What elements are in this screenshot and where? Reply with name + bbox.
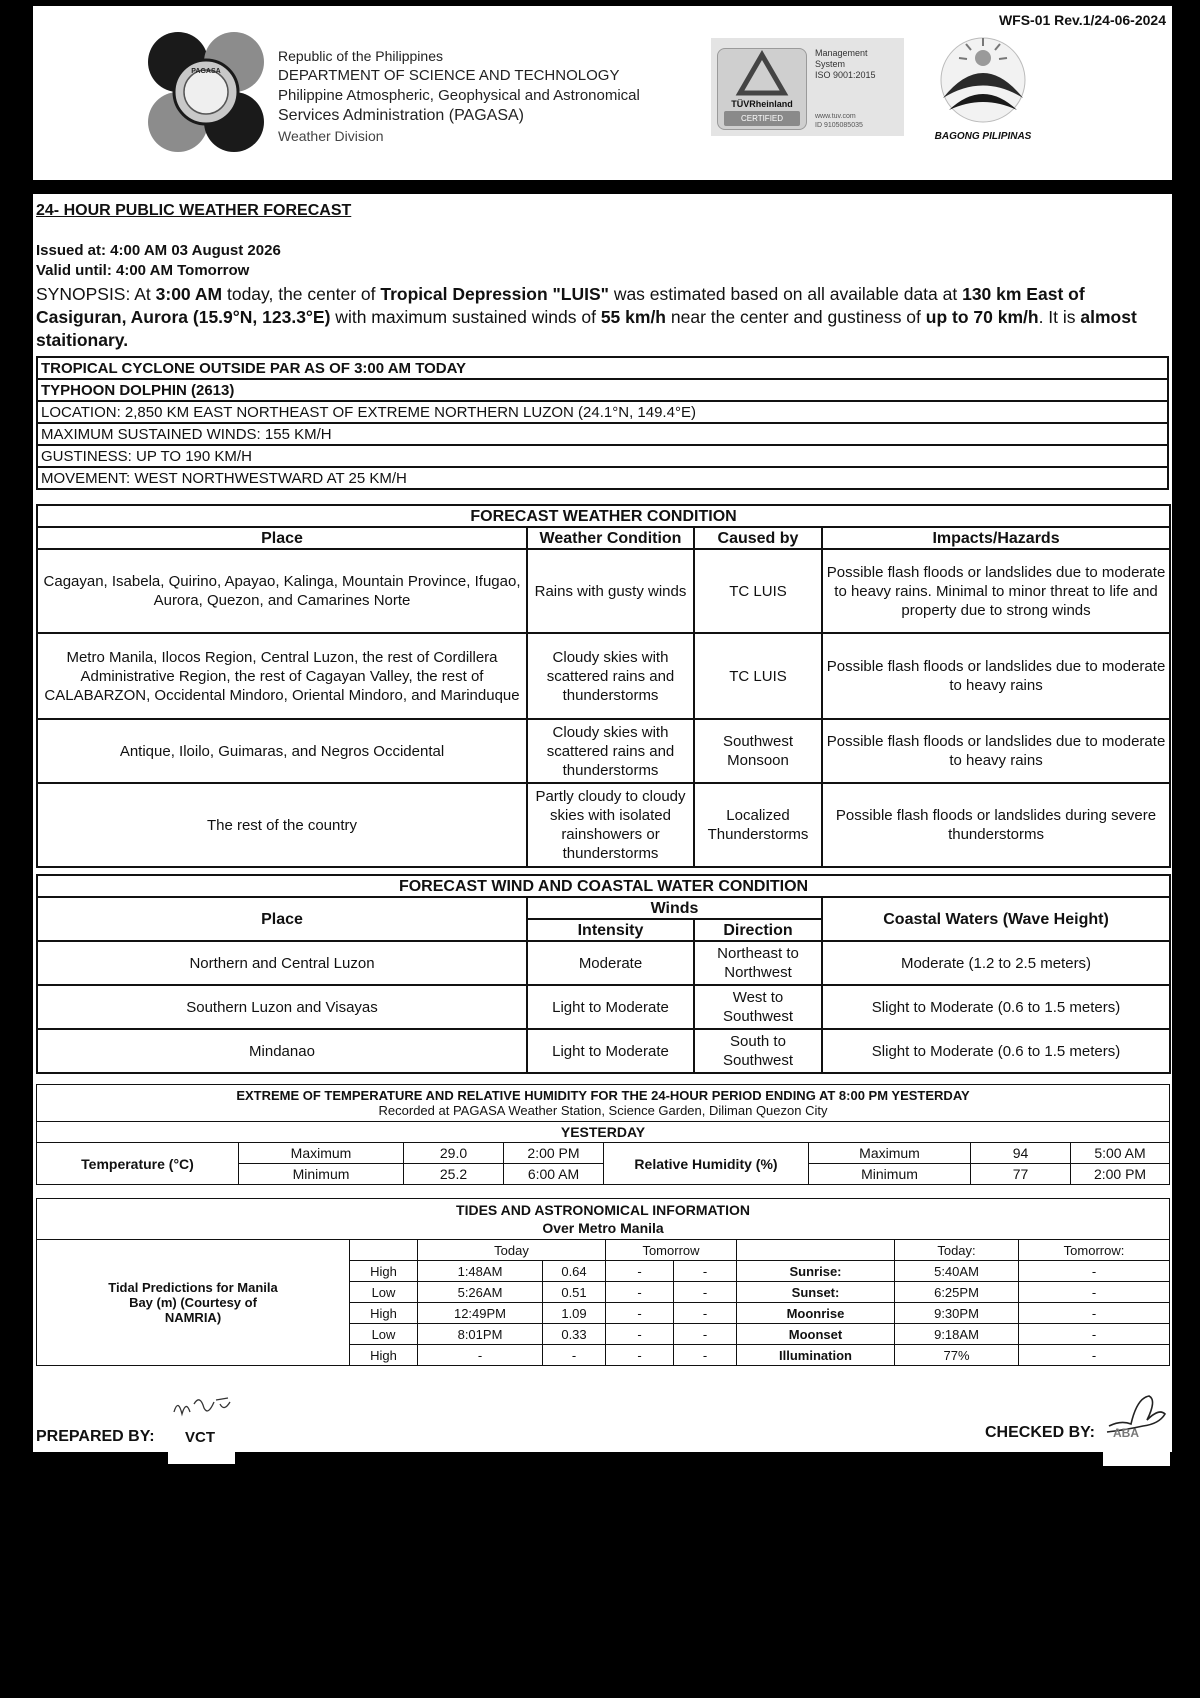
tide-row: Low 8:01PM 0.33 - - Moonset 9:18AM - bbox=[37, 1324, 1170, 1345]
yesterday-label: YESTERDAY bbox=[37, 1122, 1170, 1143]
section-heading: FORECAST WEATHER CONDITION bbox=[37, 505, 1170, 527]
direction-cell: South to Southwest bbox=[694, 1029, 822, 1073]
triangle-icon bbox=[718, 49, 806, 99]
section-heading: EXTREME OF TEMPERATURE AND RELATIVE HUMIDITY FOR THE 24-HOUR PERIOD ENDING AT 8:00 PM YESTERDAY Recorded at PAGASA Weather Station, Science Garden, Diliman Quezon City bbox=[37, 1085, 1170, 1122]
tide-row: High - - - - Illumination 77% - bbox=[37, 1345, 1170, 1366]
rh-min-label: Minimum bbox=[809, 1164, 971, 1185]
tomorrow-header: Tomorrow bbox=[606, 1240, 737, 1261]
place-cell: Southern Luzon and Visayas bbox=[37, 985, 527, 1029]
tide-row: Low 5:26AM 0.51 - - Sunset: 6:25PM - bbox=[37, 1282, 1170, 1303]
section-heading: TIDES AND ASTRONOMICAL INFORMATION Over Metro Manila bbox=[37, 1199, 1170, 1240]
table-row bbox=[37, 549, 1170, 633]
humidity-label: Relative Humidity (%) bbox=[604, 1143, 809, 1185]
intensity-cell: Light to Moderate bbox=[527, 1029, 694, 1073]
rh-min-time: 2:00 PM bbox=[1071, 1164, 1170, 1185]
tuv-certified-label: CERTIFIED bbox=[724, 111, 800, 126]
temp-min-value: 25.2 bbox=[404, 1164, 504, 1185]
signature-pad bbox=[1103, 1446, 1170, 1466]
tc-heading: TROPICAL CYCLONE OUTSIDE PAR AS OF 3:00 AM TODAY bbox=[37, 357, 1168, 379]
checked-by-initials: ABA bbox=[1113, 1426, 1139, 1440]
impacts-cell: Possible flash floods or landslides due to moderate to heavy rains. Minimal to minor threat to life and property due to strong winds bbox=[822, 549, 1170, 633]
bagong-pilipinas-label: BAGONG PILIPINAS bbox=[934, 131, 1032, 142]
section-heading: FORECAST WIND AND COASTAL WATER CONDITION bbox=[37, 875, 1170, 897]
place-cell: Mindanao bbox=[37, 1029, 527, 1073]
column-header: Place bbox=[37, 527, 527, 549]
form-code: WFS-01 Rev.1/24-06-2024 bbox=[998, 12, 1166, 28]
blank-cell bbox=[737, 1240, 895, 1261]
pagasa-logo bbox=[138, 28, 273, 156]
cause-cell: TC LUIS bbox=[694, 633, 822, 719]
tuv-web: www.tuv.com ID 9105085035 bbox=[815, 113, 863, 129]
tide-row: High 12:49PM 1.09 - - Moonrise 9:30PM - bbox=[37, 1303, 1170, 1324]
place-cell: Northern and Central Luzon bbox=[37, 941, 527, 985]
condition-cell: Partly cloudy to cloudy skies with isolated rainshowers or thunderstorms bbox=[527, 783, 694, 867]
bagong-pilipinas-logo bbox=[913, 28, 1053, 142]
agency-block bbox=[278, 46, 640, 146]
tuv-brand: TÜVRheinland bbox=[731, 99, 793, 109]
bagong-pilipinas-emblem bbox=[933, 28, 1033, 128]
synopsis: SYNOPSIS: At 3:00 AM today, the center of Tropical Depression "LUIS" was estimated based on all available data at 130 km East of Casiguran, Aurora (15.9°N, 123.3°E) with maximum sustained winds of 55 km/h near the center and gustiness of up to 70 km/h. It is almost staitionary. bbox=[36, 284, 1137, 350]
temp-max-time: 2:00 PM bbox=[504, 1143, 604, 1164]
tc-max-winds: MAXIMUM SUSTAINED WINDS: 155 KM/H bbox=[37, 423, 1168, 445]
signature-mark bbox=[170, 1390, 236, 1424]
table-row bbox=[37, 783, 1170, 867]
tc-gustiness: GUSTINESS: UP TO 190 KM/H bbox=[37, 445, 1168, 467]
cause-cell: TC LUIS bbox=[694, 549, 822, 633]
table-row bbox=[37, 1029, 1170, 1073]
wind-coastal-table bbox=[36, 874, 1171, 1074]
place-cell: The rest of the country bbox=[37, 783, 527, 867]
column-header: Coastal Waters (Wave Height) bbox=[822, 897, 1170, 941]
tides-table bbox=[36, 1198, 1170, 1366]
place-cell: Cagayan, Isabela, Quirino, Apayao, Kalinga, Mountain Province, Ifugao, Aurora, Quezon, and Camarines Norte bbox=[37, 549, 527, 633]
agency-line: Republic of the Philippines bbox=[278, 48, 443, 64]
table-row bbox=[37, 719, 1170, 783]
column-header: Caused by bbox=[694, 527, 822, 549]
impacts-cell: Possible flash floods or landslides during severe thunderstorms bbox=[822, 783, 1170, 867]
tc-name: TYPHOON DOLPHIN (2613) bbox=[37, 379, 1168, 401]
issued-at: Issued at: 4:00 AM 03 August 2026 bbox=[36, 242, 281, 259]
impacts-cell: Possible flash floods or landslides due to moderate to heavy rains bbox=[822, 719, 1170, 783]
rh-max-value: 94 bbox=[971, 1143, 1071, 1164]
agency-line: Services Administration (PAGASA) bbox=[278, 107, 525, 124]
checked-by-label: CHECKED BY: bbox=[985, 1424, 1095, 1441]
astro-tomorrow-header: Tomorrow: bbox=[1019, 1240, 1170, 1261]
tc-movement: MOVEMENT: WEST NORTHWESTWARD AT 25 KM/H bbox=[37, 467, 1168, 489]
column-header: Intensity bbox=[527, 919, 694, 941]
today-header: Today bbox=[418, 1240, 606, 1261]
rh-max-label: Maximum bbox=[809, 1143, 971, 1164]
impacts-cell: Possible flash floods or landslides due to moderate to heavy rains bbox=[822, 633, 1170, 719]
temp-max-label: Maximum bbox=[239, 1143, 404, 1164]
tide-row: High 1:48AM 0.64 - - Sunrise: 5:40AM - bbox=[37, 1261, 1170, 1282]
table-row bbox=[37, 985, 1170, 1029]
column-header: Winds bbox=[527, 897, 822, 919]
tc-outside-par-box bbox=[36, 356, 1169, 490]
tidal-predictions-label: Tidal Predictions for Manila Bay (m) (Courtesy of NAMRIA) bbox=[37, 1240, 350, 1366]
temperature-label: Temperature (°C) bbox=[37, 1143, 239, 1185]
prepared-by-initials: VCT bbox=[185, 1429, 215, 1446]
letterhead bbox=[33, 6, 1172, 180]
place-cell: Antique, Iloilo, Guimaras, and Negros Occidental bbox=[37, 719, 527, 783]
place-cell: Metro Manila, Ilocos Region, Central Luzon, the rest of Cordillera Administrative Region, the rest of Cagayan Valley, the rest of CALABARZON, Occidental Mindoro, Oriental Mindoro, and Marinduque bbox=[37, 633, 527, 719]
valid-until: Valid until: 4:00 AM Tomorrow bbox=[36, 262, 250, 279]
agency-line: Philippine Atmospheric, Geophysical and Astronomical bbox=[278, 87, 640, 104]
coastal-cell: Slight to Moderate (0.6 to 1.5 meters) bbox=[822, 1029, 1170, 1073]
temp-min-time: 6:00 AM bbox=[504, 1164, 604, 1185]
column-header: Place bbox=[37, 897, 527, 941]
intensity-cell: Light to Moderate bbox=[527, 985, 694, 1029]
coastal-cell: Moderate (1.2 to 2.5 meters) bbox=[822, 941, 1170, 985]
blank-cell bbox=[350, 1240, 418, 1261]
page-title: 24- HOUR PUBLIC WEATHER FORECAST bbox=[36, 202, 352, 219]
extremes-table bbox=[36, 1084, 1170, 1185]
weather-condition-table bbox=[36, 504, 1171, 868]
tc-location: LOCATION: 2,850 KM EAST NORTHEAST OF EXTREME NORTHERN LUZON (24.1°N, 149.4°E) bbox=[37, 401, 1168, 423]
coastal-cell: Slight to Moderate (0.6 to 1.5 meters) bbox=[822, 985, 1170, 1029]
condition-cell: Rains with gusty winds bbox=[527, 549, 694, 633]
tuv-certification-badge bbox=[711, 38, 904, 136]
direction-cell: West to Southwest bbox=[694, 985, 822, 1029]
prepared-by-label: PREPARED BY: bbox=[36, 1428, 155, 1445]
agency-line: Weather Division bbox=[278, 128, 384, 144]
condition-cell: Cloudy skies with scattered rains and thunderstorms bbox=[527, 719, 694, 783]
astro-today-header: Today: bbox=[895, 1240, 1019, 1261]
column-header: Direction bbox=[694, 919, 822, 941]
svg-text:PAGASA: PAGASA bbox=[191, 68, 221, 75]
column-header: Impacts/Hazards bbox=[822, 527, 1170, 549]
agency-line: DEPARTMENT OF SCIENCE AND TECHNOLOGY bbox=[278, 67, 620, 84]
table-row bbox=[37, 941, 1170, 985]
cause-cell: Southwest Monsoon bbox=[694, 719, 822, 783]
cause-cell: Localized Thunderstorms bbox=[694, 783, 822, 867]
column-header: Weather Condition bbox=[527, 527, 694, 549]
tuv-logo bbox=[717, 48, 807, 130]
temp-min-label: Minimum bbox=[239, 1164, 404, 1185]
signature-pad bbox=[168, 1446, 235, 1464]
temp-max-value: 29.0 bbox=[404, 1143, 504, 1164]
rh-max-time: 5:00 AM bbox=[1071, 1143, 1170, 1164]
direction-cell: Northeast to Northwest bbox=[694, 941, 822, 985]
table-row bbox=[37, 633, 1170, 719]
forecast-document bbox=[33, 194, 1172, 1452]
tuv-management-system: Management System ISO 9001:2015 bbox=[815, 48, 876, 80]
condition-cell: Cloudy skies with scattered rains and thunderstorms bbox=[527, 633, 694, 719]
rh-min-value: 77 bbox=[971, 1164, 1071, 1185]
intensity-cell: Moderate bbox=[527, 941, 694, 985]
